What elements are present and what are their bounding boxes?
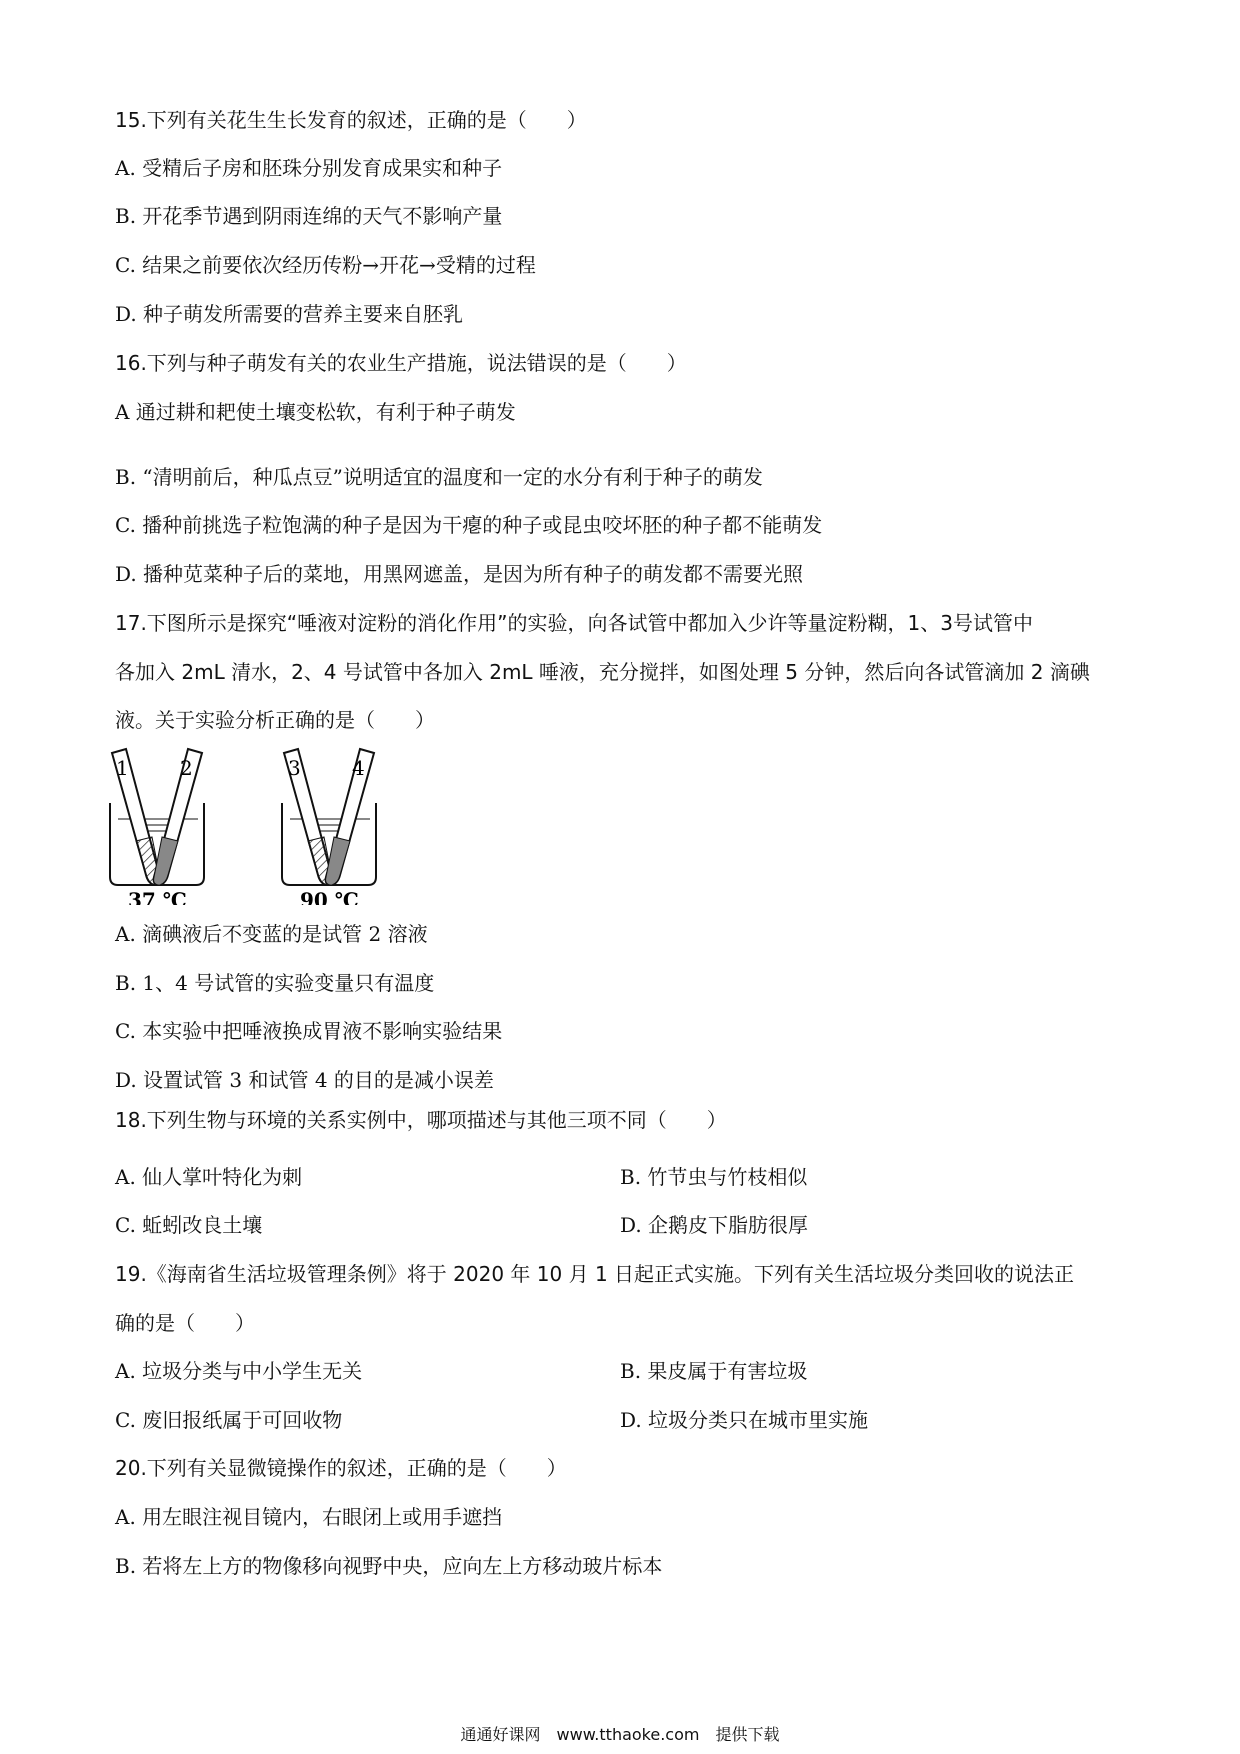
q17-option-d: D. 设置试管 3 和试管 4 的目的是减小误差 [115,1068,494,1092]
q18-option-c: C. 蚯蚓改良土壤 [115,1213,263,1237]
tube-label-3: 3 [288,756,301,780]
q17-option-b: B. 1、4 号试管的实验变量只有温度 [115,971,435,995]
test-tube-2 [154,749,202,885]
tube-label-2: 2 [180,756,193,780]
temperature-label-37: 37 ℃ [128,888,187,905]
q20-option-a: A. 用左眼注视目镜内，右眼闭上或用手遮挡 [115,1505,503,1529]
q19-option-c: C. 废旧报纸属于可回收物 [115,1408,343,1432]
q20-option-b: B. 若将左上方的物像移向视野中央，应向左上方移动玻片标本 [115,1554,663,1578]
test-tube-4 [326,749,374,885]
q17-stem-line-2: 各加入 2mL 清水，2、4 号试管中各加入 2mL 唾液，充分搅拌，如图处理 5 分钟，然后向各试管滴加 2 滴碘 [115,660,1090,684]
beaker-37c [110,749,204,905]
q19-stem-line-2: 确的是（ ） [115,1311,255,1335]
tube-label-4: 4 [352,756,365,780]
q17-stem-line-1: 17.下图所示是探究“唾液对淀粉的消化作用”的实验，向各试管中都加入少许等量淀粉糊，1、3号试管中 [115,611,1033,635]
q18-option-a: A. 仙人掌叶特化为刺 [115,1165,303,1189]
q17-option-a: A. 滴碘液后不变蓝的是试管 2 溶液 [115,922,428,946]
q18-option-b: B. 竹节虫与竹枝相似 [620,1165,808,1189]
q17-option-c: C. 本实验中把唾液换成胃液不影响实验结果 [115,1019,503,1043]
q18-option-d: D. 企鹅皮下脂肪很厚 [620,1213,809,1237]
q16-option-c: C. 播种前挑选子粒饱满的种子是因为干瘪的种子或昆虫咬坏胚的种子都不能萌发 [115,513,823,537]
temperature-label-90: 90 ℃ [300,888,359,905]
tube-label-1: 1 [116,756,129,780]
q16-option-d: D. 播种苋菜种子后的菜地，用黑网遮盖，是因为所有种子的萌发都不需要光照 [115,562,804,586]
q15-option-d: D. 种子萌发所需要的营养主要来自胚乳 [115,302,464,326]
q19-option-b: B. 果皮属于有害垃圾 [620,1359,808,1383]
q15-option-c: C. 结果之前要依次经历传粉→开花→受精的过程 [115,253,536,277]
q16-option-b: B. “清明前后，种瓜点豆”说明适宜的温度和一定的水分有利于种子的萌发 [115,465,763,489]
q18-stem: 18.下列生物与环境的关系实例中，哪项描述与其他三项不同（ ） [115,1108,727,1132]
q19-stem-line-1: 19.《海南省生活垃圾管理条例》将于 2020 年 10 月 1 日起正式实施。下列有关生活垃圾分类回收的说法正 [115,1262,1075,1286]
q16-stem: 16.下列与种子萌发有关的农业生产措施，说法错误的是（ ） [115,351,687,375]
q15-stem: 15.下列有关花生生长发育的叙述，正确的是（ ） [115,108,587,132]
q15-option-a: A. 受精后子房和胚珠分别发育成果实和种子 [115,156,503,180]
page-footer: 通通好课网 www.tthaoke.com 提供下载 [460,1725,780,1744]
beaker-experiment-figure [108,745,428,905]
q15-option-b: B. 开花季节遇到阴雨连绵的天气不影响产量 [115,204,503,228]
q19-option-a: A. 垃圾分类与中小学生无关 [115,1359,363,1383]
q20-stem: 20.下列有关显微镜操作的叙述，正确的是（ ） [115,1456,567,1480]
q16-option-a: A 通过耕和耙使土壤变松软，有利于种子萌发 [115,400,516,424]
q17-stem-line-3: 液。关于实验分析正确的是（ ） [115,708,435,732]
beaker-90c [282,749,376,905]
q19-option-d: D. 垃圾分类只在城市里实施 [620,1408,869,1432]
